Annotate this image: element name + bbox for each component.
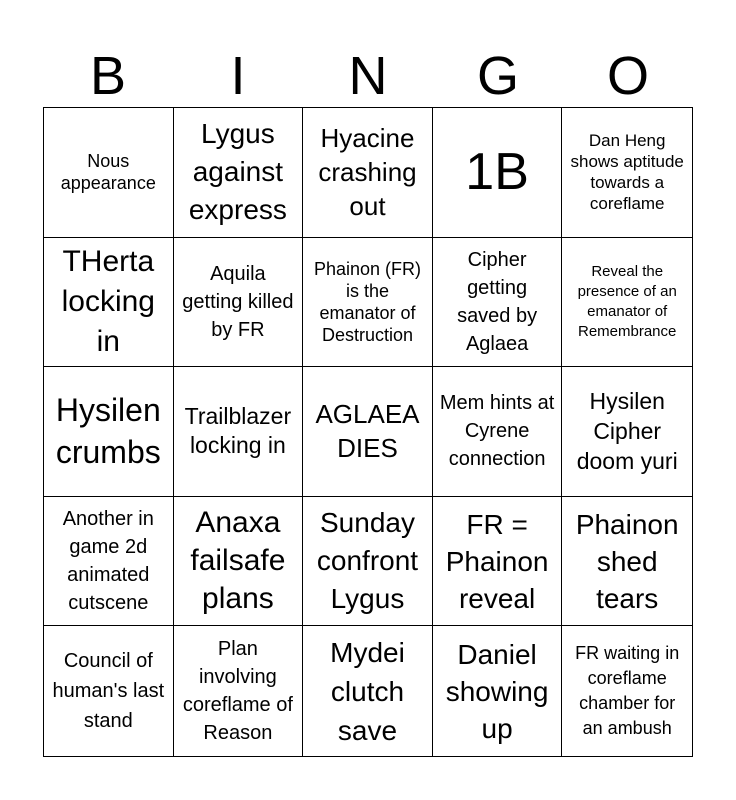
cell-text: Trailblazer locking in xyxy=(184,403,292,459)
cell-text: Daniel showing up xyxy=(445,638,549,744)
cell-text: Hysilen Cipher doom yuri xyxy=(576,388,678,475)
cell-text: Lygus against express xyxy=(188,118,287,226)
bingo-cell[interactable] xyxy=(44,108,174,238)
bingo-cell[interactable] xyxy=(44,626,174,756)
cell-text: FR waiting in coreflame chamber for an ambush xyxy=(575,643,680,739)
cell-text: 1B xyxy=(465,143,529,202)
cell-text: Plan involving coreflame of Reason xyxy=(182,638,293,745)
bingo-cell[interactable] xyxy=(562,626,692,756)
header-letter-i: I xyxy=(230,46,246,106)
bingo-cell[interactable] xyxy=(303,367,433,497)
bingo-cell[interactable] xyxy=(562,238,692,368)
cell-text: Mydei clutch save xyxy=(330,636,405,746)
bingo-cell[interactable] xyxy=(303,108,433,238)
cell-text: Hysilen crumbs xyxy=(55,392,161,471)
cell-text: AGLAEA DIES xyxy=(315,399,420,464)
cell-text: Aquila getting killed by FR xyxy=(182,262,294,341)
cell-text: Another in game 2d animated cutscene xyxy=(62,508,154,615)
bingo-cell[interactable] xyxy=(174,497,304,627)
cell-text: Reveal the presence of an emanator of Remembrance xyxy=(577,262,677,340)
cell-text: Sunday confront Lygus xyxy=(316,507,419,615)
cell-text: FR = Phainon reveal xyxy=(445,508,549,614)
bingo-card-grid xyxy=(43,107,693,757)
bingo-header xyxy=(43,44,693,108)
bingo-cell[interactable] xyxy=(303,238,433,368)
bingo-cell[interactable] xyxy=(433,108,563,238)
bingo-cell[interactable] xyxy=(44,367,174,497)
cell-text: Council of human's last stand xyxy=(52,650,165,733)
bingo-cell[interactable] xyxy=(174,367,304,497)
cell-text: Mem hints at Cyrene connection xyxy=(439,392,555,471)
cell-text: Hyacine crashing out xyxy=(318,123,417,222)
header-letter-g: G xyxy=(476,46,519,106)
header-letter-b: B xyxy=(89,46,127,106)
cell-text: THerta locking in xyxy=(61,244,155,358)
header-letter-n: N xyxy=(348,46,388,106)
cell-text: Dan Heng shows aptitude towards a coreflame xyxy=(570,131,684,214)
cell-text: Anaxa failsafe plans xyxy=(190,506,286,616)
bingo-cell[interactable] xyxy=(433,497,563,627)
bingo-cell[interactable] xyxy=(174,238,304,368)
cell-text: Nous appearance xyxy=(60,151,156,194)
cell-text: Cipher getting saved by Aglaea xyxy=(457,248,538,355)
bingo-cell[interactable] xyxy=(562,108,692,238)
cell-text: Phainon shed tears xyxy=(575,508,679,614)
bingo-cell[interactable] xyxy=(562,497,692,627)
bingo-cell[interactable] xyxy=(303,626,433,756)
bingo-cell[interactable] xyxy=(433,626,563,756)
bingo-cell[interactable] xyxy=(433,238,563,368)
bingo-cell[interactable] xyxy=(174,108,304,238)
bingo-cell[interactable] xyxy=(44,497,174,627)
bingo-cell[interactable] xyxy=(44,238,174,368)
bingo-cell[interactable] xyxy=(433,367,563,497)
bingo-cell[interactable] xyxy=(174,626,304,756)
bingo-cell[interactable] xyxy=(303,497,433,627)
cell-text: Phainon (FR) is the emanator of Destruction xyxy=(313,258,422,345)
bingo-cell[interactable] xyxy=(562,367,692,497)
header-letter-o: O xyxy=(606,46,649,106)
